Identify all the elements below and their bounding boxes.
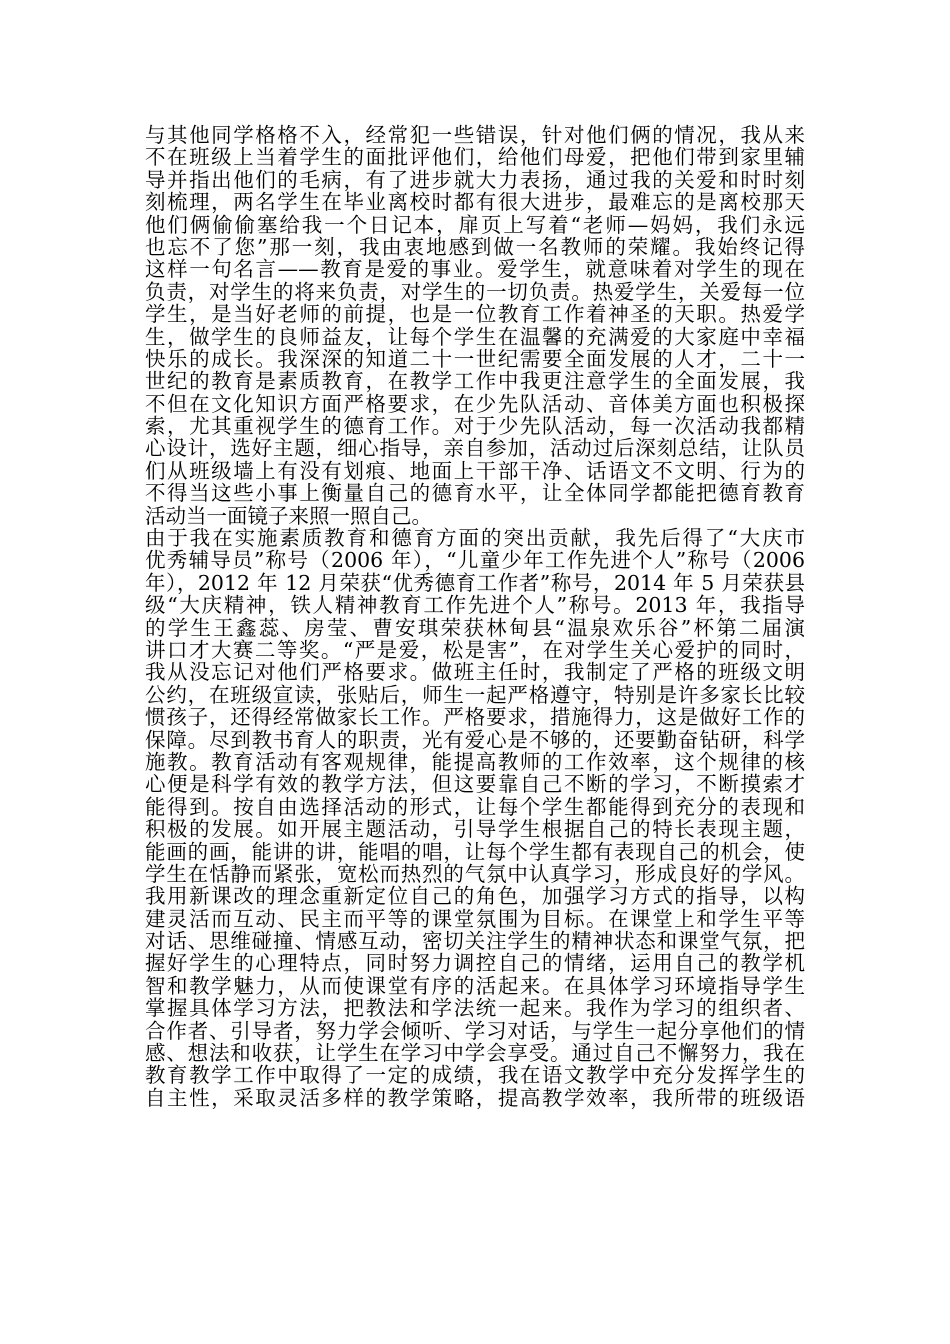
text-line: 这样一句名言——教育是爱的事业。爱学生，就意味着对学生的现在 [145,258,805,281]
text-line: 他们俩偷偷塞给我一个日记本，扉页上写着“老师—妈妈，我们永远 [145,213,805,236]
text-line: 我用新课改的理念重新定位自己的角色，加强学习方式的指导，以构 [145,885,805,908]
text-line: 们从班级墙上有没有划痕、地面上干部干净、话语文不文明、行为的 [145,459,805,483]
text-line: 刻梳理，两名学生在毕业离校时都有很大进步，最难忘的是离校那天 [145,191,805,214]
text-line: 对话、思维碰撞、情感互动，密切关注学生的精神状态和课堂气氛，把 [145,930,805,953]
text-line: 自主性，采取灵活多样的教学策略，提高教学效率，我所带的班级语 [145,1086,805,1110]
text-line: 讲口才大赛二等奖。“严是爱，松是害”，在对学生关心爱护的同时， [145,638,805,662]
text-line: 心设计，选好主题，细心指导，亲自参加，活动过后深刻总结，让队员 [145,437,805,460]
text-line: 与其他同学格格不入，经常犯一些错误，针对他们俩的情况，我从来 [145,124,805,147]
text-line: 学生在恬静而紧张，宽松而热烈的气氛中认真学习，形成良好的学风。 [145,862,805,886]
text-line: 导并指出他们的毛病，有了进步就大力表扬，通过我的关爱和时时刻 [145,168,805,192]
text-line: 感、想法和收获，让学生在学习中学会享受。通过自己不懈努力，我在 [145,1042,805,1065]
text-line: 合作者、引导者，努力学会倾听、学习对话，与学生一起分享他们的情 [145,1019,805,1043]
text-line: 施教。教育活动有客观规律，能提高教师的工作效率，这个规律的核 [145,750,805,774]
text-line: 也忘不了您”那一刻，我由衷地感到做一名教师的荣耀。我始终记得 [145,235,805,259]
text-line: 世纪的教育是素质教育，在教学工作中我更注意学生的全面发展，我 [145,370,805,393]
text-line: 年），2012 年 12 月荣获“优秀德育工作者”称号，2014 年 5 月荣获县 [145,571,805,595]
text-line: 积极的发展。如开展主题活动，引导学生根据自己的特长表现主题， [145,818,805,841]
text-line: 索，尤其重视学生的德育工作。对于少先队活动，每一次活动我都精 [145,415,805,438]
document-page [145,124,805,1109]
paragraph-1 [145,124,805,527]
text-line: 级“大庆精神，铁人精神教育工作先进个人”称号。2013 年，我指导 [145,594,805,617]
text-line: 握好学生的心理特点，同时努力调控自己的情绪，运用自己的教学机 [145,952,805,975]
text-line: 活动当一面镜子来照一照自己。 [145,504,432,528]
text-line: 不在班级上当着学生的面批评他们，给他们母爱，把他们带到家里辅 [145,146,805,169]
text-line: 负责，对学生的将来负责，对学生的一切负责。热爱学生，关爱每一位 [145,280,805,304]
text-line: 建灵活而互动、民主而平等的课堂氛围为目标。在课堂上和学生平等 [145,907,805,931]
text-line: 优秀辅导员”称号（2006 年），“儿童少年工作先进个人”称号（2006 [145,549,805,572]
text-line: 快乐的成长。我深深的知道二十一世纪需要全面发展的人才，二十一 [145,347,805,371]
text-line: 我从没忘记对他们严格要求。做班主任时，我制定了严格的班级文明 [145,661,805,684]
text-line: 教育教学工作中取得了一定的成绩，我在语文教学中充分发挥学生的 [145,1064,805,1087]
text-line: 学生，是当好老师的前提，也是一位教育工作着神圣的天职。热爱学 [145,303,805,326]
text-line: 掌握具体学习方法，把教法和学法统一起来。我作为学习的组织者、 [145,997,805,1020]
text-line: 不但在文化知识方面严格要求，在少先队活动、音体美方面也积极探 [145,392,805,416]
text-line: 的学生王鑫蕊、房莹、曹安琪荣获林甸县“温泉欢乐谷”杯第二届演 [145,616,805,639]
text-line: 公约，在班级宣读，张贴后，师生一起严格遵守，特别是许多家长比较 [145,683,805,707]
paragraph-2 [145,527,805,1109]
text-line: 能得到。按自由选择活动的形式，让每个学生都能得到充分的表现和 [145,795,805,819]
text-line: 生，做学生的良师益友，让每个学生在温馨的充满爱的大家庭中幸福 [145,325,805,348]
text-line: 心便是科学有效的教学方法，但这要靠自己不断的学习，不断摸索才 [145,773,805,796]
text-line: 由于我在实施素质教育和德育方面的突出贡献，我先后得了“大庆市 [145,527,805,550]
text-line: 保障。尽到教书育人的职责，光有爱心是不够的，还要勤奋钻研，科学 [145,728,805,751]
text-line: 不得当这些小事上衡量自己的德育水平，让全体同学都能把德育教育 [145,482,805,505]
text-line: 能画的画，能讲的讲，能唱的唱，让每个学生都有表现自己的机会，使 [145,840,805,863]
text-line: 惯孩子，还得经常做家长工作。严格要求，措施得力，这是做好工作的 [145,706,805,729]
text-line: 智和教学魅力，从而使课堂有序的活起来。在具体学习环境指导学生 [145,974,805,998]
